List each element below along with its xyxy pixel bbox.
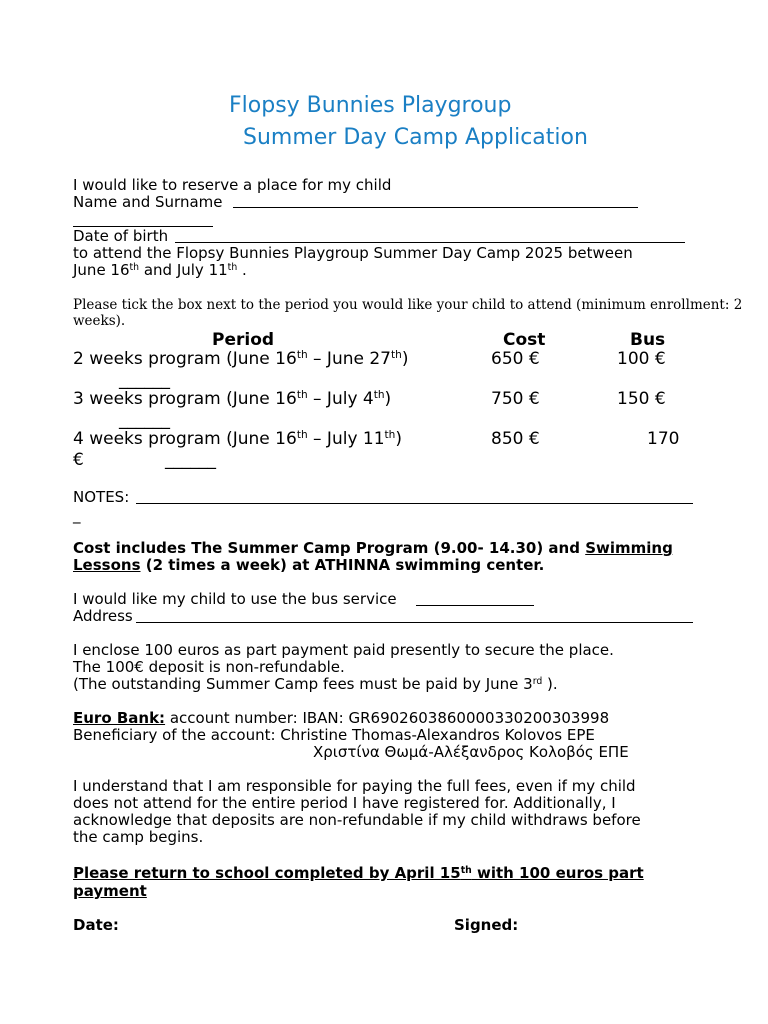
bank-account: Euro Bank: account number: IBAN: GR6902603860000330200303998	[73, 709, 610, 727]
cost-includes-line-1: Cost includes The Summer Camp Program (9.00- 14.30) and Swimming	[73, 539, 673, 557]
title-line-2: Summer Day Camp Application	[243, 125, 588, 150]
address-label: Address	[73, 607, 133, 625]
understand-line-3: acknowledge that deposits are non-refundable if my child withdraws before	[73, 811, 641, 829]
reserve-text: I would like to reserve a place for my child	[73, 176, 392, 194]
understand-line-2: does not attend for the entire period I have registered for. Additionally, I	[73, 794, 616, 812]
name-label: Name and Surname	[73, 193, 223, 211]
program-row-2-cost: 750 €	[491, 389, 540, 409]
bank-beneficiary-greek: Χριστίνα Θωμά-Αλέξανδρος Κολοβός ΕΠΕ	[313, 743, 629, 761]
payment-line-3: (The outstanding Summer Camp fees must be paid by June 3rd ).	[73, 675, 558, 693]
header-bus: Bus	[630, 330, 666, 350]
header-period: Period	[212, 330, 275, 350]
bank-beneficiary: Beneficiary of the account: Christine Thomas-Alexandros Kolovos EPE	[73, 726, 595, 744]
program-row-3-tick-blank[interactable]: ______	[165, 450, 216, 470]
name-blank[interactable]	[233, 207, 638, 208]
return-line-1: Please return to school completed by April 15th with 100 euros part	[73, 864, 644, 882]
signed-label: Signed:	[454, 916, 519, 934]
program-row-1-label: 2 weeks program (June 16th – June 27th)	[73, 349, 409, 369]
payment-line-1: I enclose 100 euros as part payment paid presently to secure the place.	[73, 641, 614, 659]
camp-dates: June 16th and July 11th .	[73, 261, 247, 279]
program-row-3-label: 4 weeks program (June 16th – July 11th)	[73, 429, 402, 449]
dob-label: Date of birth	[73, 227, 169, 245]
notes-blank[interactable]	[136, 503, 693, 504]
address-blank[interactable]	[136, 622, 693, 623]
program-row-3-cost: 850 €	[491, 429, 540, 449]
bus-service-blank[interactable]	[416, 605, 534, 606]
understand-line-1: I understand that I am responsible for paying the full fees, even if my child	[73, 777, 636, 795]
program-row-1-tick-blank[interactable]: ______	[119, 370, 170, 390]
date-label: Date:	[73, 916, 119, 934]
payment-line-2: The 100€ deposit is non-refundable.	[73, 658, 345, 676]
dob-blank[interactable]	[175, 242, 685, 243]
title-line-1: Flopsy Bunnies Playgroup	[229, 93, 512, 118]
program-row-2-tick-blank[interactable]: ______	[119, 410, 170, 430]
program-row-2-label: 3 weeks program (June 16th – July 4th)	[73, 389, 392, 409]
return-line-2: payment	[73, 882, 147, 900]
program-row-3-bus-currency: €	[73, 450, 84, 470]
program-row-2-bus: 150 €	[617, 389, 666, 409]
attend-text: to attend the Flopsy Bunnies Playgroup Summer Day Camp 2025 between	[73, 244, 633, 262]
header-cost: Cost	[503, 330, 546, 350]
program-row-1-bus: 100 €	[617, 349, 666, 369]
understand-line-4: the camp begins.	[73, 828, 204, 846]
notes-blank-wrap: _	[73, 506, 81, 524]
instruction-line-2: weeks).	[73, 313, 126, 329]
program-row-1-cost: 650 €	[491, 349, 540, 369]
bus-service-text: I would like my child to use the bus service	[73, 590, 397, 608]
notes-label: NOTES:	[73, 488, 130, 506]
instruction-line-1: Please tick the box next to the period you would like your child to attend (minimum enrollment: 2	[73, 297, 743, 313]
program-row-3-bus: 170	[647, 429, 680, 449]
cost-includes-line-2: Lessons (2 times a week) at ATHINNA swimming center.	[73, 556, 545, 574]
